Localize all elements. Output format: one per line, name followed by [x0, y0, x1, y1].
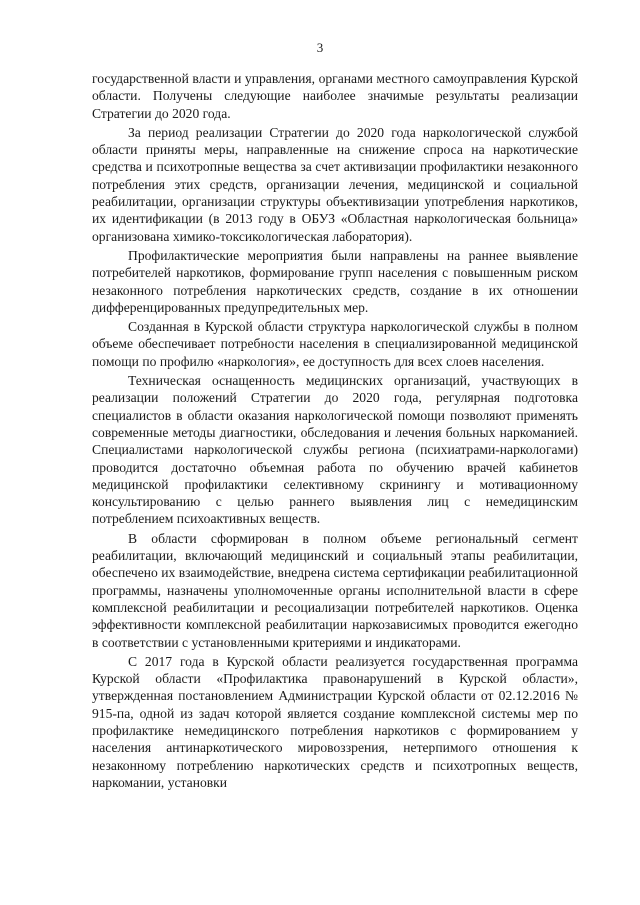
- paragraph-3: Профилактические мероприятия были направлены на раннее выявление потребителей наркотиков, формирование групп населения с повышенным риском незаконного потребления наркотических средств, создание в их отношении дифференцированных предупредительных мер.: [92, 247, 578, 315]
- paragraph-7: С 2017 года в Курской области реализуется государственная программа Курской области «Профилактика правонарушений в Курской области», утвержденная постановлением Администрации Курской области от 02.12.2016 № 915-па, одной из задач которой является создание комплексной системы мер по профилактике немедицинского потребления наркотиков с формированием у населения антинаркотического мировоззрения, нетерпимого отношения к незаконному потреблению наркотических средств и психотропных веществ, наркомании, установки: [92, 653, 578, 790]
- paragraph-5: Техническая оснащенность медицинских организаций, участвующих в реализации положений Стратегии до 2020 года, регулярная подготовка специалистов в области оказания наркологической помощи позволяют применять современные методы диагностики, обследования и лечения больных наркоманией. Специалистами наркологической службы региона (психиатрами-наркологами) проводится достаточно объемная работа по обучению врачей кабинетов медицинской профилактики селективному скринингу и мотивационному консультированию с целью раннего выявления лиц с немедицинским потреблением психоактивных веществ.: [92, 373, 578, 527]
- paragraph-6: В области сформирован в полном объеме региональный сегмент реабилитации, включающий медицинский и социальный этапы реабилитации, обеспечено их взаимодействие, внедрена система сертификации реабилитационной программы, назначены уполномоченные органы исполнительной власти в сфере комплексной реабилитации и ресоциализации потребителей наркотиков. Оценка эффективности комплексной реабилитации наркозависимых проводится ежегодно в соответствии с установленными критериями и индикаторами.: [92, 530, 578, 650]
- paragraph-2: За период реализации Стратегии до 2020 года наркологической службой области приняты меры, направленные на снижение спроса на наркотические средства и психотропные вещества за счет активизации профилактики незаконного потребления этих средств, организации лечения, медицинской и социальной реабилитации, организации структуры объективизации употребления наркотиков, их идентификации (в 2013 году в ОБУЗ «Областная наркологическая больница» организована химико-токсикологическая лаборатория).: [92, 124, 578, 244]
- document-body: [92, 70, 578, 791]
- paragraph-4: Созданная в Курской области структура наркологической службы в полном объеме обеспечивает потребности населения в специализированной медицинской помощи по профилю «наркология», ее доступность для всех слоев населения.: [92, 319, 578, 369]
- page-number: 3: [316, 40, 324, 55]
- paragraph-1: государственной власти и управления, органами местного самоуправления Курской области. Получены следующие наиболее значимые результаты реализации Стратегии до 2020 года.: [92, 71, 578, 121]
